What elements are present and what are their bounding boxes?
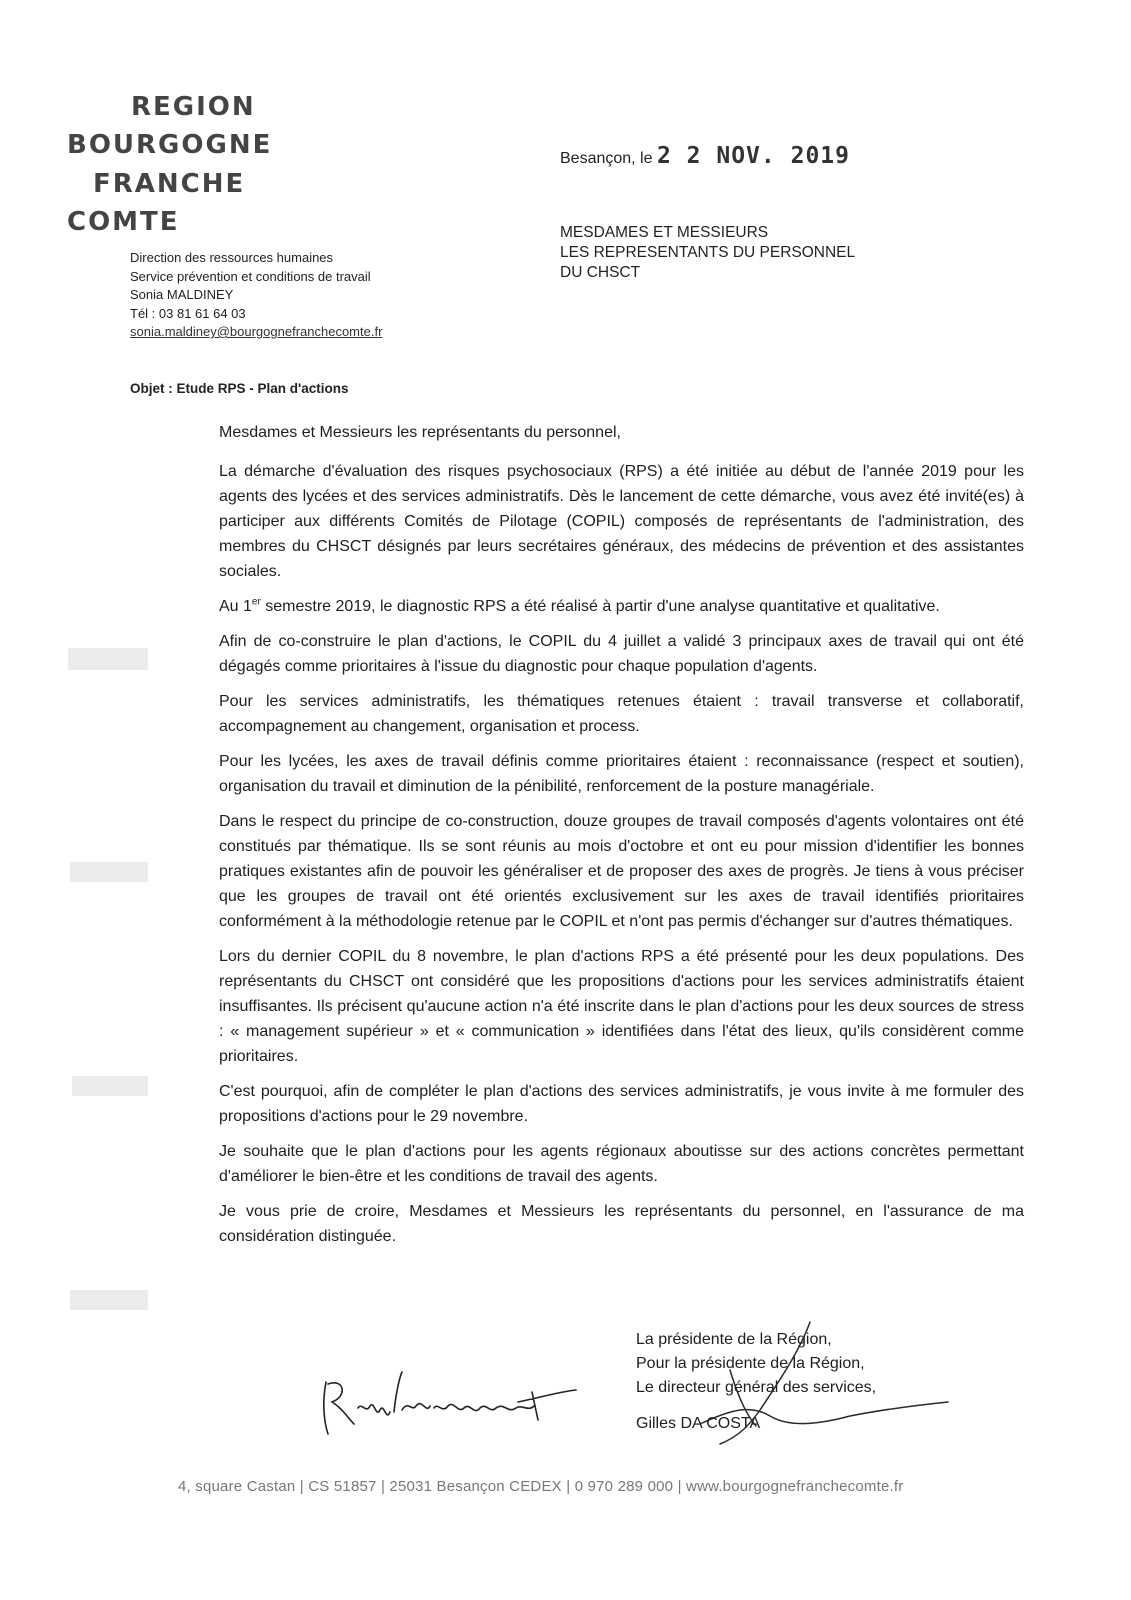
logo-line-franche: FRANCHE	[93, 169, 246, 199]
paragraph-6: Dans le respect du principe de co-construction, douze groupes de travail composés d'agents volontaires ont été constitués par thématique. Ils se sont réunis au mois d'octobre et ont eu pour mission d'identifier les bonnes pratiques existantes afin de pouvoir les généraliser et de proposer des axes de progrès. Je tiens à vous préciser que les groupes de travail ont été orientés exclusivement sur les axes de travail identifiés prioritaires conformément à la méthodologie retenue par le COPIL et n'ont pas permis d'échanger sur d'autres thématiques.	[219, 813, 1024, 930]
sender-email[interactable]: sonia.maldiney@bourgognefranchecomte.fr	[130, 324, 383, 339]
paragraph-8: C'est pourquoi, afin de compléter le plan d'actions des services administratifs, je vous invite à me formuler des propositions d'actions pour le 29 novembre.	[219, 1083, 1024, 1125]
date-place: Besançon, le	[560, 150, 653, 167]
date-stamp: 2 2 NOV. 2019	[656, 143, 850, 169]
sender-department: Direction des ressources humaines	[130, 250, 334, 265]
sender-block	[130, 249, 382, 342]
addressee-line-1: MESDAMES ET MESSIEURS	[560, 224, 769, 241]
paragraph-2-start: Au 1	[219, 598, 252, 615]
paragraph-1: La démarche d'évaluation des risques psychosociaux (RPS) a été initiée au début de l'année 2019 pour les agents des lycées et des services administratifs. Dès le lancement de cette démarche, vous avez été invité(es) à participer aux différents Comités de Pilotage (COPIL) composés de représentants de l'administration, des membres du CHSCT désignés par leurs secrétaires généraux, des médecins de prévention et des assistantes sociales.	[219, 463, 1024, 580]
logo-line-bourgogne: BOURGOGNE	[67, 130, 273, 160]
addressee-line-3: DU CHSCT	[560, 264, 641, 281]
closing-line-1: La présidente de la Région,	[636, 1331, 832, 1348]
paragraph-2	[219, 594, 1024, 619]
paragraph-10: Je vous prie de croire, Mesdames et Messieurs les représentants du personnel, en l'assurance de ma considération distinguée.	[219, 1203, 1024, 1245]
scan-smudge	[70, 862, 148, 882]
paragraph-9: Je souhaite que le plan d'actions pour les agents régionaux aboutisse sur des actions concrètes permettant d'améliorer le bien-être et les conditions de travail des agents.	[219, 1143, 1024, 1185]
sender-phone: Tél : 03 81 61 64 03	[130, 305, 246, 321]
paragraph-7: Lors du dernier COPIL du 8 novembre, le plan d'actions RPS a été présenté pour les deux populations. Des représentants du CHSCT ont considéré que les propositions d'actions pour les services administratifs étaient insuffisantes. Ils précisent qu'aucune action n'a été inscrite dans le plan d'actions pour les deux sources de stress : « management supérieur » et « communication » identifiées dans l'état des lieux, qu'ils considèrent comme prioritaires.	[219, 948, 1024, 1065]
paragraph-2-end: semestre 2019, le diagnostic RPS a été réalisé à partir d'une analyse quantitative et qualitative.	[260, 598, 940, 615]
sender-name: Sonia MALDINEY	[130, 287, 234, 302]
scan-smudge	[70, 1290, 148, 1310]
letter-body	[219, 420, 1024, 1259]
date-line	[560, 143, 850, 169]
signer-name: Gilles DA COSTA	[636, 1415, 761, 1432]
addressee-line-2: LES REPRESENTANTS DU PERSONNEL	[560, 244, 856, 261]
paragraph-5: Pour les lycées, les axes de travail définis comme prioritaires étaient : reconnaissance (respect et soutien), organisation du travail et diminution de la pénibilité, renforcement de la posture managériale.	[219, 753, 1024, 795]
scan-smudge	[72, 1076, 148, 1096]
closing-line-2: Pour la présidente de la Région,	[636, 1355, 865, 1372]
sender-service: Service prévention et conditions de travail	[130, 268, 371, 284]
signature	[660, 1320, 950, 1450]
salutation: Mesdames et Messieurs les représentants du personnel,	[219, 424, 621, 441]
logo-line-region: REGION	[131, 92, 256, 122]
paragraph-3: Afin de co-construire le plan d'actions, le COPIL du 4 juillet a validé 3 principaux axes de travail qui ont été dégagés comme prioritaires à l'issue du diagnostic pour chaque population d'agents.	[219, 633, 1024, 675]
logo-line-comte: COMTE	[67, 207, 180, 237]
paragraph-4: Pour les services administratifs, les thématiques retenues étaient : travail transverse et collaboratif, accompagnement au changement, organisation et process.	[219, 693, 1024, 735]
addressee-block	[560, 223, 855, 283]
scan-smudge	[68, 648, 148, 670]
handwritten-note	[318, 1362, 578, 1442]
ordinal-suffix: er	[251, 596, 261, 608]
closing-line-3: Le directeur général des services,	[636, 1379, 877, 1396]
subject-line: Objet : Etude RPS - Plan d'actions	[130, 381, 349, 396]
footer-address: 4, square Castan | CS 51857 | 25031 Besançon CEDEX | 0 970 289 000 | www.bourgognefranchecomte.fr	[178, 1478, 904, 1495]
